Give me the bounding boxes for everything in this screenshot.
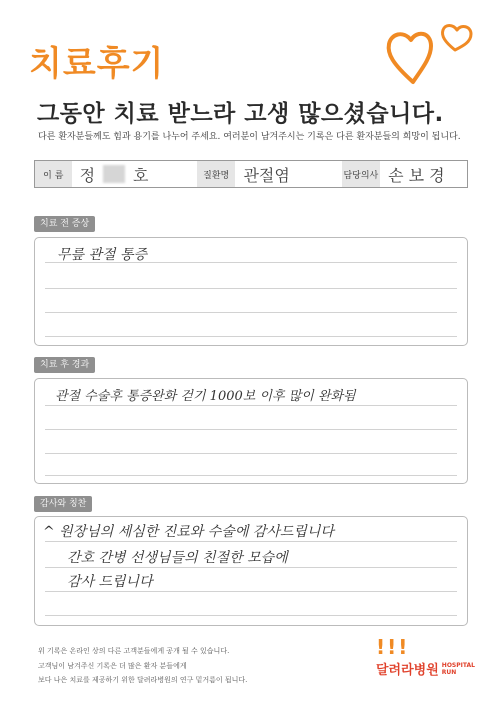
writing-line — [45, 567, 457, 568]
subline: 다른 환자분들께도 힘과 용기를 나누어 주세요. 여러분이 남겨주시는 기록은 다른 환자분들의 희망이 됩니다. — [38, 132, 461, 142]
logo-marks: !!! — [376, 635, 410, 659]
doctor-label: 담당의사 — [342, 161, 380, 187]
name-value — [72, 161, 197, 187]
name-first: 정 — [79, 165, 96, 185]
headline: 그동안 치료 받느라 고생 많으셨습니다. — [37, 101, 444, 127]
before-symptoms-box — [34, 237, 468, 346]
writing-line — [45, 429, 457, 430]
thanks-tab: 감사와 칭찬 — [34, 496, 92, 512]
before-symptoms-tab: 치료 전 증상 — [34, 216, 95, 232]
writing-line — [45, 541, 457, 542]
name-redaction — [103, 165, 125, 183]
after-progress-text: 관절 수술후 통증완화 걷기 1000보 이후 많이 완화됨 — [55, 389, 356, 404]
disease-label: 질환명 — [197, 161, 235, 187]
logo-name: 달려라병원 — [376, 663, 439, 678]
writing-line — [45, 453, 457, 454]
after-progress-tab: 치료 후 경과 — [34, 357, 95, 373]
thanks-text-line1: ^ 원장님의 세심한 진료와 수술에 감사드립니다 — [43, 524, 334, 540]
footer-note-3: 보다 나은 치료를 제공하기 위한 달려라병원의 연구 밑거름이 됩니다. — [38, 676, 248, 684]
footer-note-2: 고객님이 남겨주신 기록은 더 많은 환자 분들에게 — [38, 662, 187, 670]
before-symptoms-text: 무릎 관절 통증 — [57, 247, 148, 263]
footer-note-1: 위 기록은 온라인 상의 다른 고객분들에게 공개 될 수 있습니다. — [38, 647, 230, 655]
patient-info-row — [34, 160, 468, 188]
name-last: 호 — [133, 165, 149, 185]
name-label: 이 름 — [35, 161, 72, 187]
hospital-logo — [376, 637, 475, 678]
writing-line — [45, 405, 457, 406]
writing-line — [45, 615, 457, 616]
disease-value: 관절염 — [243, 165, 290, 185]
writing-line — [45, 288, 457, 289]
doctor-value: 손 보 경 — [388, 165, 445, 185]
hearts-icon — [385, 20, 477, 90]
thanks-text-line2: 간호 간병 선생님들의 친절한 모습에 — [67, 550, 288, 566]
after-progress-box — [34, 378, 468, 484]
thanks-text-line3: 감사 드립니다 — [67, 574, 153, 590]
writing-line — [45, 591, 457, 592]
page-title: 치료후기 — [29, 44, 165, 84]
logo-en-1: HOSPITAL — [441, 661, 475, 669]
writing-line — [45, 312, 457, 313]
writing-line — [45, 475, 457, 476]
thanks-box — [34, 516, 468, 626]
writing-line — [45, 336, 457, 337]
logo-en-2: RUN — [441, 668, 457, 676]
